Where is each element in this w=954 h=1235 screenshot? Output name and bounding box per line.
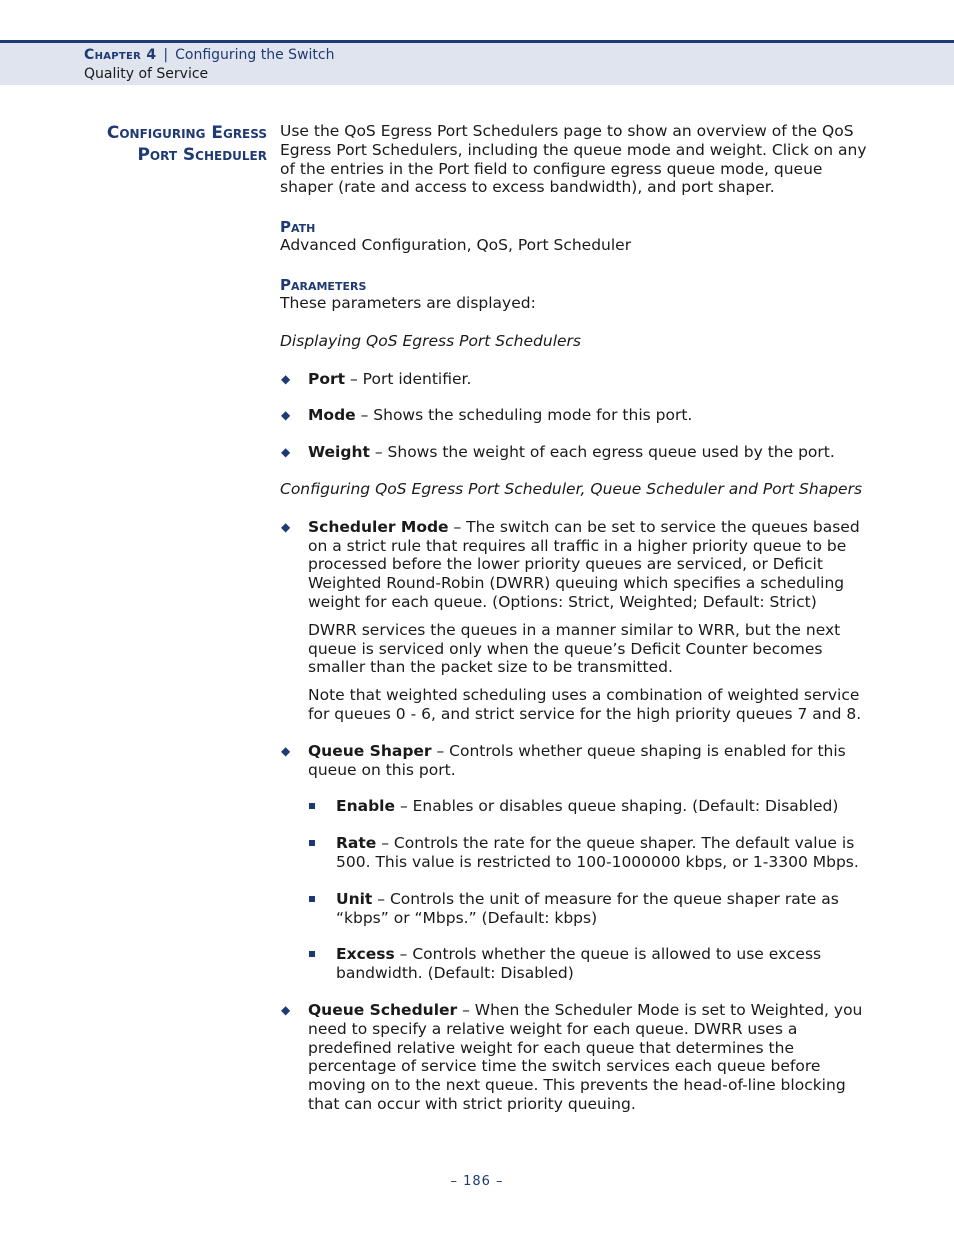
header-separator: | — [163, 47, 169, 63]
square-bullet-icon — [309, 951, 315, 957]
diamond-bullet-icon: ◆ — [281, 408, 291, 423]
main-content — [280, 122, 872, 1132]
parameters-intro: These parameters are displayed: — [280, 293, 536, 312]
page-number: – 186 – — [450, 1174, 504, 1189]
desc-port: – Port identifier. — [345, 369, 472, 388]
term-scheduler-mode: Scheduler Mode — [308, 517, 449, 536]
list-item — [280, 406, 872, 425]
term-weight: Weight — [308, 443, 370, 462]
diamond-bullet-icon: ◆ — [281, 743, 291, 758]
desc-mode: – Shows the scheduling mode for this port. — [355, 406, 693, 425]
desc-scheduler-mode: – The switch can be set to service the queues based on a strict rule that requires all traffic in a higher priority queue to be processed before the lower priority queues are serviced, or Deficit Weighted Round-Robin (DWRR) queuing which specifies a scheduling weight for each queue. (Options: Strict, Weighted; Default: Strict) — [308, 517, 860, 611]
section-title-line2: Port Scheduler — [137, 145, 267, 165]
diamond-bullet-icon: ◆ — [281, 1002, 291, 1017]
square-bullet-icon — [309, 840, 315, 846]
sub-list-item — [308, 945, 872, 983]
chapter-label: Chapter 4 — [84, 47, 157, 63]
sub-list-item — [308, 890, 872, 928]
list-item — [280, 370, 872, 389]
config-subheading: Configuring QoS Egress Port Scheduler, Queue Scheduler and Port Shapers — [280, 479, 863, 498]
desc-unit: – Controls the unit of measure for the queue shaper rate as “kbps” or “Mbps.” (Default: kbps) — [336, 889, 839, 927]
chapter-title: Configuring the Switch — [175, 47, 335, 63]
desc-queue-scheduler: – When the Scheduler Mode is set to Weighted, you need to specify a relative weight for each queue. DWRR uses a predefined relative weight for each queue that determines the percentage of service time the switch services each queue before moving on to the next queue. This prevents the head-of-line blocking that can occur with strict priority queuing. — [308, 1000, 863, 1113]
page-header — [0, 40, 954, 85]
diamond-bullet-icon: ◆ — [281, 519, 291, 534]
list-item — [280, 1001, 872, 1114]
diamond-bullet-icon: ◆ — [281, 445, 291, 460]
display-subheading: Displaying QoS Egress Port Schedulers — [280, 331, 581, 350]
section-title — [70, 122, 267, 166]
list-item — [280, 443, 872, 462]
header-section: Quality of Service — [84, 66, 209, 82]
term-rate: Rate — [336, 834, 377, 853]
term-queue-scheduler: Queue Scheduler — [308, 1000, 458, 1019]
display-parameter-list — [280, 370, 872, 462]
desc-weight: – Shows the weight of each egress queue used by the port. — [369, 443, 835, 462]
square-bullet-icon — [309, 896, 315, 902]
queue-shaper-sublist — [308, 797, 872, 983]
section-title-line1: Configuring Egress — [106, 123, 267, 143]
desc-rate: – Controls the rate for the queue shaper. The default value is 500. This value is restricted to 100-1000000 kbps, or 1-3300 Mbps. — [336, 834, 859, 871]
sub-list-item — [308, 797, 872, 816]
term-mode: Mode — [308, 406, 356, 425]
term-excess: Excess — [336, 945, 395, 964]
list-item — [280, 518, 872, 724]
list-item — [280, 742, 872, 983]
sub-list-item — [308, 834, 872, 872]
term-enable: Enable — [336, 797, 396, 816]
term-unit: Unit — [336, 889, 373, 908]
diamond-bullet-icon: ◆ — [281, 371, 291, 386]
intro-paragraph: Use the QoS Egress Port Schedulers page to show an overview of the QoS Egress Port Schedulers, including the queue mode and weight. Click on any of the entries in the Port field to configure egress queue mode, queue shaper (rate and access to excess bandwidth), and port shaper. — [280, 122, 867, 197]
desc-enable: – Enables or disables queue shaping. (Default: Disabled) — [395, 797, 839, 816]
desc-excess: – Controls whether the queue is allowed to use excess bandwidth. (Default: Disabled) — [336, 945, 822, 983]
weighted-note-paragraph: Note that weighted scheduling uses a combination of weighted service for queues 0 - 6, and strict service for the high priority queues 7 and 8. — [308, 686, 862, 723]
config-parameter-list — [280, 518, 872, 1114]
term-port: Port — [308, 369, 346, 388]
term-queue-shaper: Queue Shaper — [308, 741, 432, 760]
desc-queue-shaper: – Controls whether queue shaping is enabled for this queue on this port. — [308, 741, 846, 779]
parameters-heading: Parameters — [280, 275, 367, 294]
path-text: Advanced Configuration, QoS, Port Scheduler — [280, 236, 632, 255]
square-bullet-icon — [309, 803, 315, 809]
dwrr-paragraph: DWRR services the queues in a manner similar to WRR, but the next queue is serviced only when the queue’s Deficit Counter becomes smaller than the packet size to be transmitted. — [308, 620, 841, 677]
path-heading: Path — [280, 218, 316, 237]
header-chapter-line — [84, 47, 334, 64]
